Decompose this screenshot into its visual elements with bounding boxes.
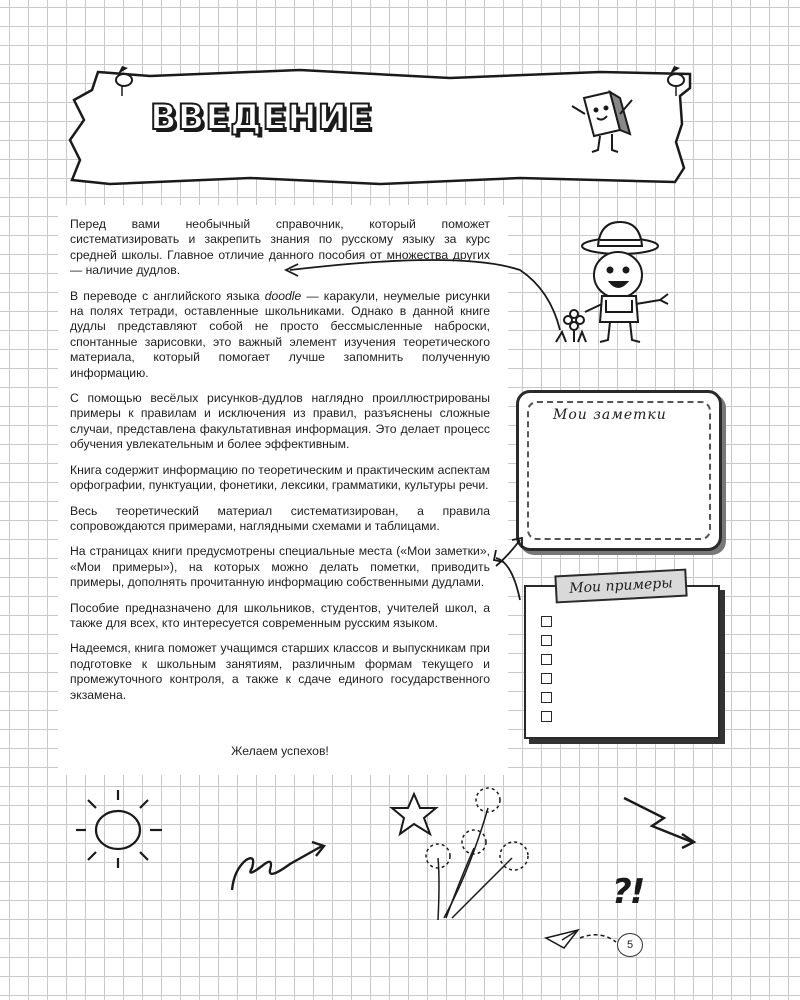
paragraph: С помощью весёлых рисунков-дудлов наглядно проиллюстрированы примеры к правилам и исключения из правил, разъяснены сложные случаи, представлена факультативная информация. Это делает процесс обучения увлекательным и более эффективным. bbox=[70, 391, 490, 452]
zigzag-arrow-icon bbox=[624, 798, 694, 848]
swirl-arrow-icon bbox=[232, 842, 324, 890]
exclamation-doodle: ?! bbox=[612, 872, 644, 912]
notes-title: Мои заметки bbox=[553, 407, 667, 423]
paragraph: На страницах книги предусмотрены специальные места («Мои заметки», «Мои примеры»), на которых можно делать пометки, приводить примеры, дополнять прочитанную информацию собственными дудлами. bbox=[70, 544, 490, 590]
paragraph: Пособие предназначено для школьников, студентов, учителей школ, а также для всех, кто интересуется современным русским языком. bbox=[70, 600, 490, 630]
paper-plane-icon bbox=[546, 930, 616, 948]
paragraph: Весь теоретический материал систематизирован, а правила сопровождаются примерами, наглядными схемами и таблицами. bbox=[70, 503, 490, 533]
examples-title: Мои примеры bbox=[554, 569, 687, 604]
closing-line: Желаем успехов! bbox=[231, 744, 329, 758]
paragraph: Книга содержит информацию по теоретическим и практическим аспектам орфографии, пунктуации, фонетики, лексики, грамматики, культуры речи. bbox=[70, 462, 490, 493]
page-title: ВВЕДЕНИЕ bbox=[150, 98, 373, 138]
paragraph: В переводе с английского языка doodle — каракули, неумелые рисунки на полях тетради, оставленные школьниками. Однако в данной книге дудлы представляют собой не просто бессмысленные наброски, спонтанные зарисовки, это важный элемент изучения теоретического материала, который помогает лучше запомнить полученную информацию. bbox=[70, 288, 490, 380]
sun-icon bbox=[76, 790, 162, 868]
fireworks-icon bbox=[426, 788, 528, 920]
paragraph: Перед вами необычный справочник, который поможет систематизировать и закрепить знания по русскому языку за курс средней школы. Главное отличие данного пособия от множества других — наличие дудлов. bbox=[70, 217, 490, 278]
star-icon bbox=[392, 794, 436, 834]
page-number: 5 bbox=[617, 933, 643, 957]
paragraph: Надеемся, книга поможет учащимся старших классов и выпускникам при подготовке к школьным занятиям, различным формам текущего и промежуточного контроля, а также к сдаче единого государственного экзамена. bbox=[70, 641, 490, 702]
